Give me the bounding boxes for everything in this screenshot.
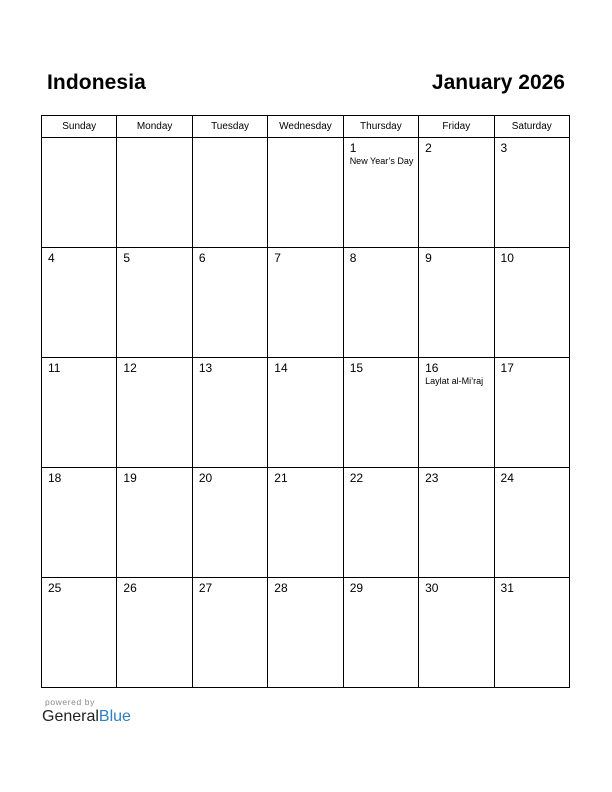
- day-cell: [42, 138, 117, 248]
- day-cell: [117, 578, 192, 688]
- day-number: 4: [48, 251, 55, 265]
- footer-branding: [42, 697, 131, 726]
- day-number: 21: [274, 471, 288, 485]
- day-number: 19: [123, 471, 137, 485]
- day-cell: [42, 468, 117, 578]
- powered-by-text: powered by: [45, 697, 95, 707]
- brand-general: General: [42, 708, 99, 725]
- day-number: 27: [198, 581, 213, 595]
- day-cell: [494, 248, 569, 358]
- day-number: 23: [425, 471, 439, 485]
- day-cell: [42, 358, 117, 468]
- day-cell: [268, 138, 343, 248]
- day-number: 18: [48, 471, 62, 485]
- day-number: 22: [349, 471, 364, 485]
- week-row: [42, 248, 570, 358]
- day-number: 30: [425, 581, 439, 595]
- country-title: Indonesia: [47, 71, 146, 94]
- month-year-title: January 2026: [431, 71, 565, 94]
- day-number: 28: [274, 581, 288, 595]
- day-number: 10: [500, 251, 514, 265]
- day-cell: [419, 358, 494, 468]
- weekday-header: Thursday: [343, 116, 418, 138]
- day-number: 20: [198, 471, 213, 485]
- day-number: 2: [425, 141, 432, 155]
- day-number: 1: [349, 141, 357, 155]
- day-number: 8: [349, 251, 357, 265]
- weekday-header: Tuesday: [192, 116, 267, 138]
- day-cell: [343, 358, 418, 468]
- day-number: 11: [48, 361, 61, 375]
- day-cell: [343, 468, 418, 578]
- day-cell: [117, 248, 192, 358]
- day-cell: [343, 138, 418, 248]
- day-number: [42, 138, 116, 141]
- holiday-label: Laylat al-Mi’raj: [425, 376, 484, 386]
- day-number: 7: [274, 251, 281, 265]
- day-number: 29: [349, 581, 364, 595]
- week-row: [42, 578, 570, 688]
- day-number: 9: [425, 251, 432, 265]
- day-cell: [42, 248, 117, 358]
- day-cell: [343, 248, 418, 358]
- day-cell: [192, 248, 267, 358]
- day-number: 12: [123, 361, 137, 375]
- day-cell: [419, 578, 494, 688]
- weekday-header: Sunday: [42, 116, 117, 138]
- day-number: 13: [198, 361, 213, 375]
- day-number: 14: [274, 361, 288, 375]
- week-row: [42, 138, 570, 248]
- day-cell: [494, 358, 569, 468]
- day-cell: [268, 578, 343, 688]
- brand-blue: Blue: [98, 708, 131, 725]
- day-number: 3: [500, 141, 508, 155]
- generalblue-logo: [42, 708, 131, 726]
- day-cell: [117, 138, 192, 248]
- day-cell: [192, 578, 267, 688]
- day-number: 15: [349, 361, 364, 375]
- day-number: 6: [198, 251, 206, 265]
- day-cell: [117, 468, 192, 578]
- day-cell: [42, 578, 117, 688]
- calendar-grid: [41, 115, 570, 688]
- day-cell: [494, 578, 569, 688]
- day-number: [117, 138, 191, 141]
- week-row: [42, 358, 570, 468]
- day-cell: [192, 138, 267, 248]
- day-cell: [268, 468, 343, 578]
- day-cell: [419, 248, 494, 358]
- day-cell: [494, 468, 569, 578]
- day-cell: [268, 248, 343, 358]
- week-row: [42, 468, 570, 578]
- day-cell: [343, 578, 418, 688]
- day-cell: [192, 358, 267, 468]
- weekday-header: Monday: [117, 116, 192, 138]
- day-number: [268, 138, 342, 141]
- day-number: 16: [425, 361, 439, 375]
- day-cell: [419, 468, 494, 578]
- day-cell: [419, 138, 494, 248]
- day-number: 17: [500, 361, 514, 375]
- weekday-header: Wednesday: [268, 116, 343, 138]
- day-number: 25: [48, 581, 62, 595]
- day-cell: [268, 358, 343, 468]
- day-number: 26: [123, 581, 137, 595]
- day-number: 24: [500, 471, 514, 485]
- weekday-header-row: [42, 116, 570, 138]
- day-cell: [117, 358, 192, 468]
- day-cell: [494, 138, 569, 248]
- weekday-header: Friday: [419, 116, 494, 138]
- day-cell: [192, 468, 267, 578]
- weekday-header: Saturday: [494, 116, 569, 138]
- day-number: 31: [500, 581, 514, 595]
- day-number: 5: [123, 251, 131, 265]
- holiday-label: New Year’s Day: [349, 156, 414, 166]
- day-number: [193, 138, 267, 141]
